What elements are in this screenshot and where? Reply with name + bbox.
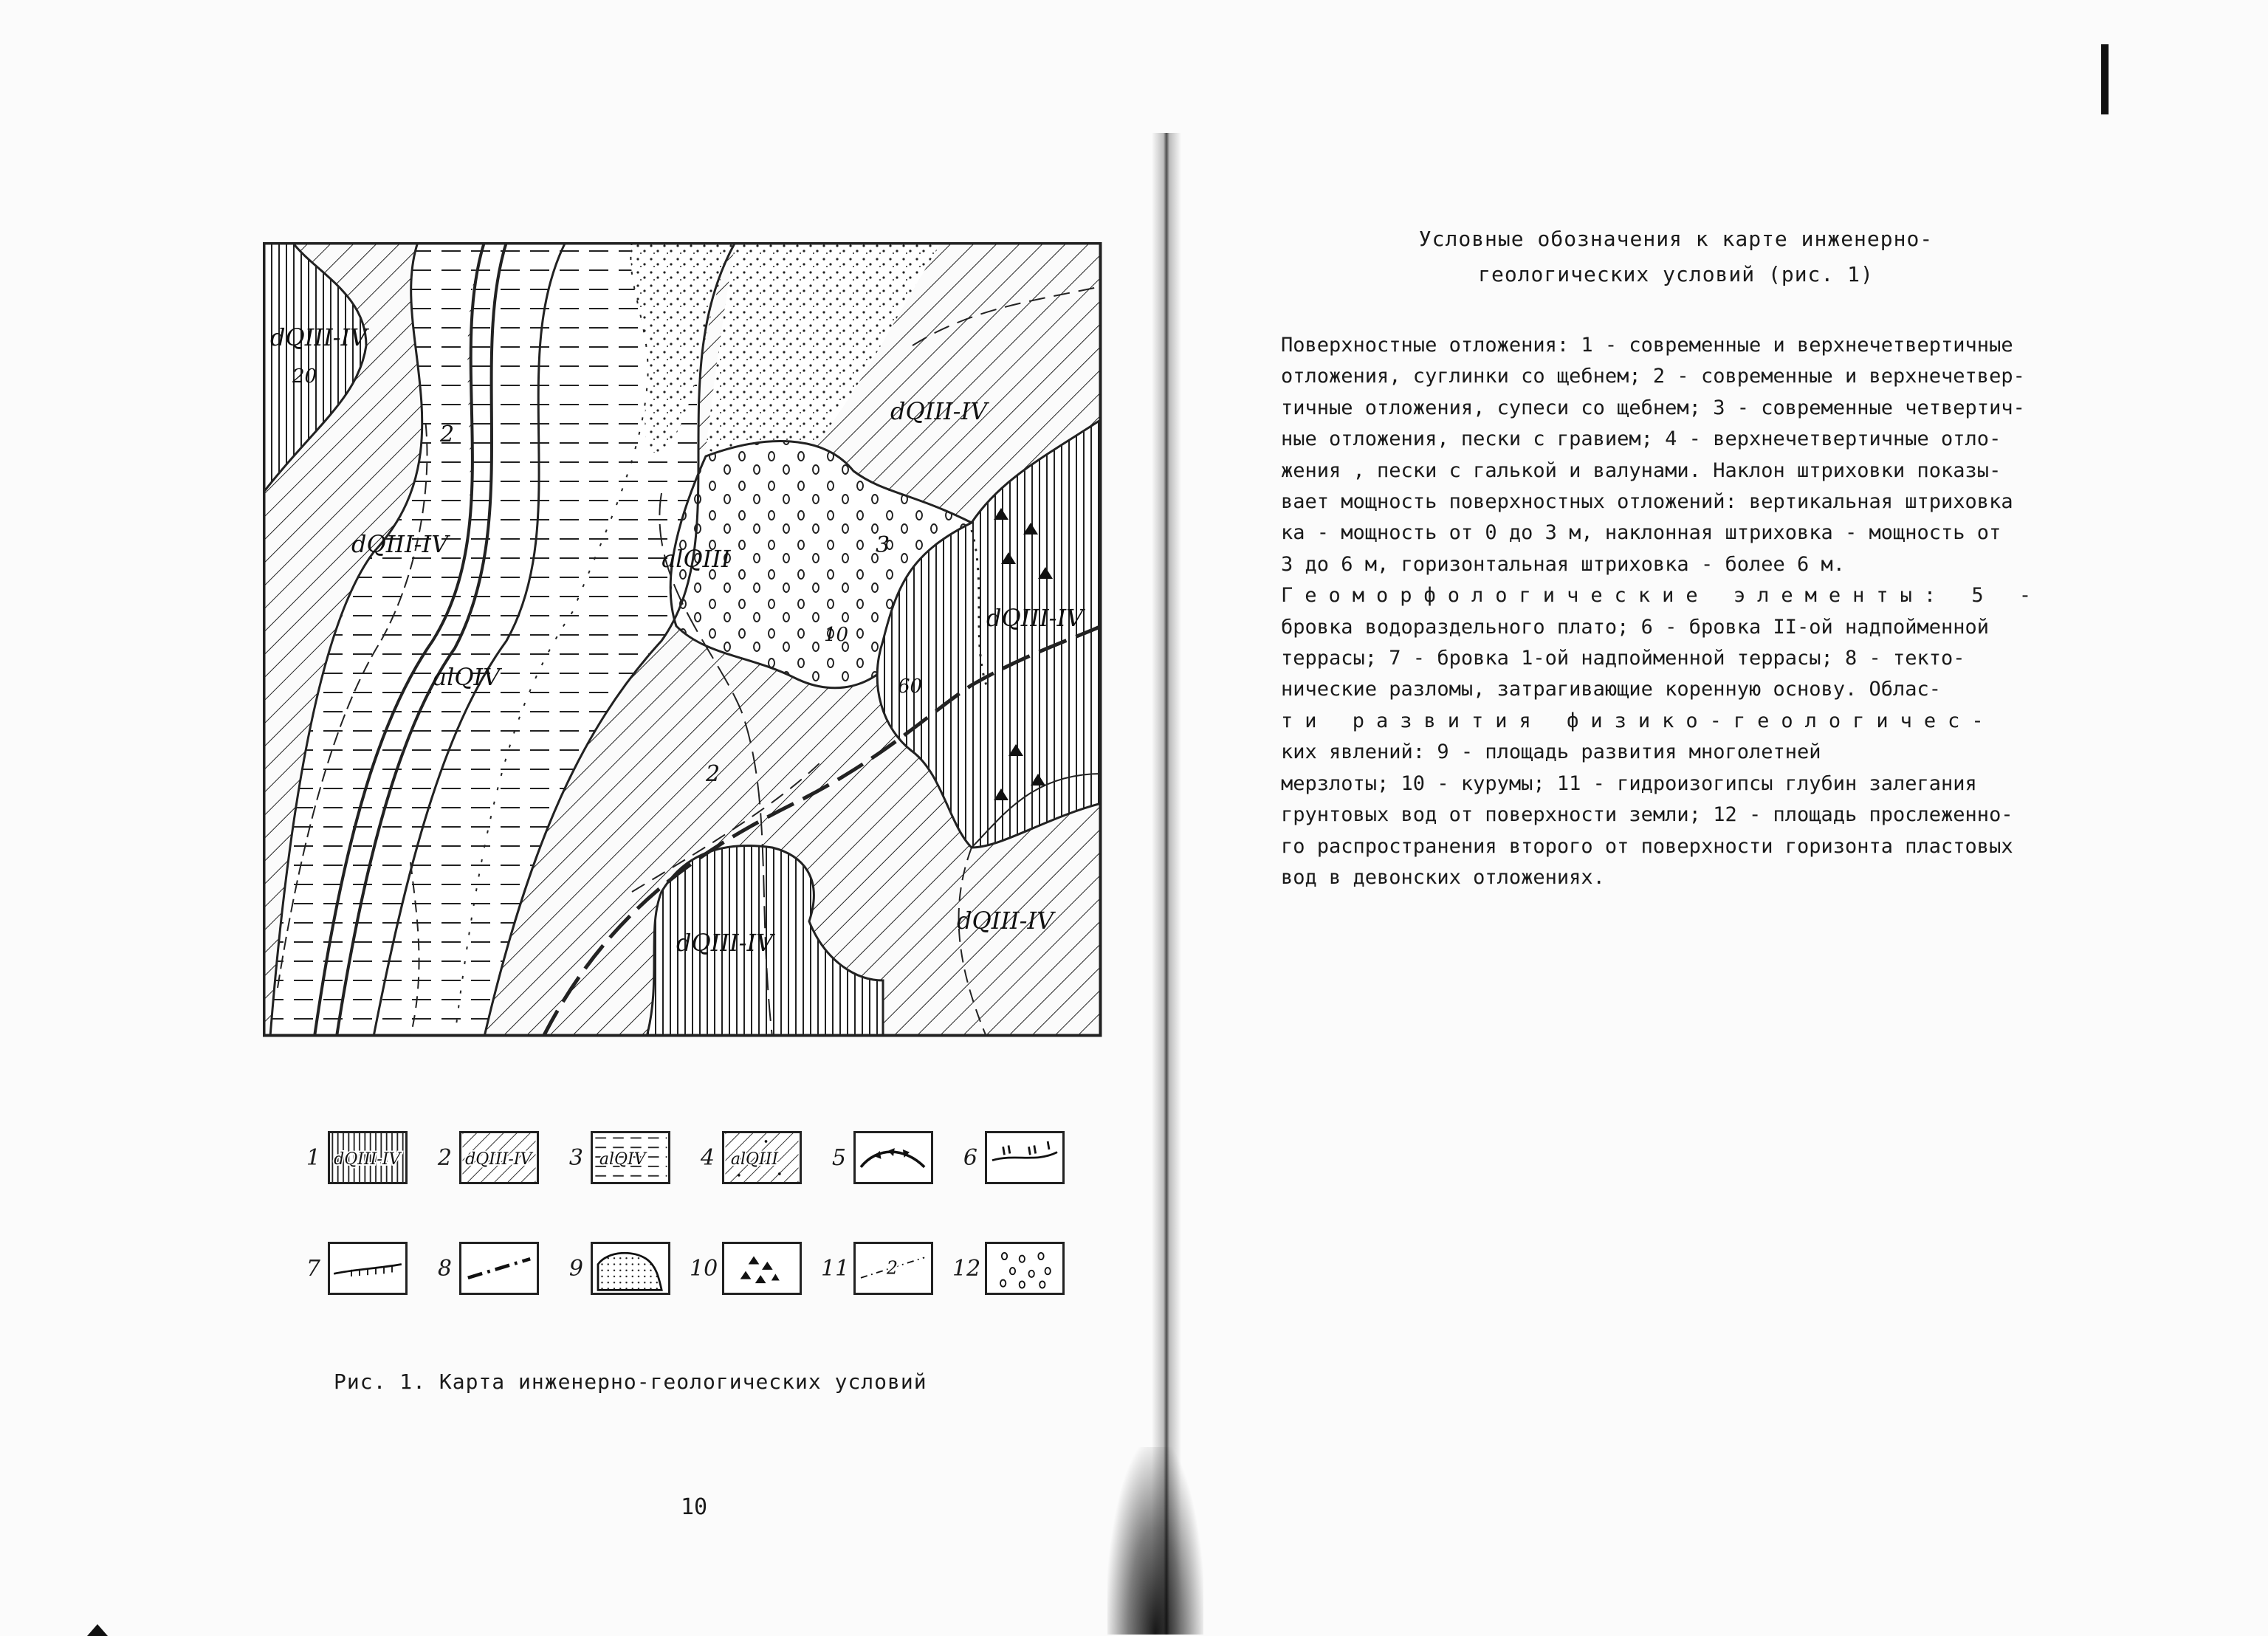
scan-binding-shadow — [1152, 133, 1181, 1635]
figure-caption: Рис. 1. Карта инженерно-геологических условий — [334, 1369, 927, 1394]
text-line: террасы; 7 - бровка 1-ой надпойменной террасы; 8 - текто- — [1281, 647, 1965, 670]
legend-number: 10 — [690, 1255, 718, 1282]
text-line: нические разломы, затрагивающие коренную основу. Облас- — [1281, 678, 1942, 701]
text-line: жения , пески с галькой и валунами. Наклон штриховки показы- — [1281, 458, 2001, 482]
text-line: ные отложения, пески с гравием; 4 - верхнечетвертичные отло- — [1281, 427, 2001, 451]
text-line: вает мощность поверхностных отложений: вертикальная штриховка — [1281, 490, 2013, 514]
map-label-right-block-number: 60 — [898, 676, 923, 698]
text-line: го распространения второго от поверхности горизонта пластовых — [1281, 834, 2013, 858]
legend-number: 8 — [437, 1255, 452, 1282]
legend-number: 3 — [568, 1144, 583, 1171]
text-line: тичные отложения, супеси со щебнем; 3 - современные четвертич- — [1281, 396, 2025, 419]
legend-number: 5 — [831, 1144, 846, 1171]
legend-swatch-aquifer — [985, 1242, 1065, 1295]
legend-swatch-terrace-2-edge — [985, 1131, 1065, 1184]
text-line: ти развития физико-геологичес- — [1281, 709, 1996, 732]
legend-swatch-diagonal-dots — [722, 1131, 802, 1184]
text-line: Поверхностные отложения: 1 - современные и верхнечетвертичные — [1281, 334, 2013, 357]
legend-swatch-plateau-edge — [853, 1131, 933, 1184]
legend-item-4 — [690, 1131, 802, 1184]
legend-number: 4 — [700, 1144, 715, 1171]
legend-swatch-terrace-1-edge — [328, 1242, 408, 1295]
legend-swatch-kurums — [722, 1242, 802, 1295]
map-label-bottom-right: dQIII-IV — [957, 907, 1054, 935]
legend-item-8 — [427, 1242, 539, 1295]
text-line: 3 до 6 м, горизонтальная штриховка - более 6 м. — [1281, 552, 1846, 576]
map-label-top-left: dQIII-IV — [270, 323, 368, 351]
text-line: вод в девонских отложениях. — [1281, 865, 1605, 889]
legend-swatch-permafrost — [591, 1242, 670, 1295]
map-number-2-top: 2 — [440, 422, 455, 447]
map-number-10: 10 — [824, 624, 849, 646]
map-label-right-block: dQIII-IV — [986, 604, 1084, 632]
legend-swatch-label: alQIII — [730, 1150, 779, 1169]
legend-item-3 — [558, 1131, 670, 1184]
legend-number: 7 — [306, 1255, 320, 1282]
page-number: 10 — [681, 1494, 708, 1520]
legend-item-9 — [558, 1242, 670, 1295]
text-line: грунтовых вод от поверхности земли; 12 - площадь прослеженно- — [1281, 803, 2013, 827]
legend-item-6 — [952, 1131, 1065, 1184]
map-label-bottom-center: dQIII-IV — [676, 929, 774, 957]
map-number-3: 3 — [876, 532, 890, 558]
legend-swatch-label: dQIII-IV — [334, 1150, 401, 1169]
text-line: отложения, суглинки со щебнем; 2 - современные и верхнечетвер- — [1281, 365, 2025, 388]
legend-item-2 — [427, 1131, 539, 1184]
legend-item-7 — [295, 1242, 408, 1295]
legend-item-11 — [821, 1242, 933, 1295]
legend-title-line-1: Условные обозначения к карте инженерно- — [1418, 227, 1934, 251]
legend-swatch-diagonal-hatch — [459, 1131, 539, 1184]
map-label-stream: alQIV — [433, 663, 501, 691]
map-number-2-bottom: 2 — [706, 761, 721, 787]
legend-item-10 — [690, 1242, 802, 1295]
text-line: ких явлений: 9 - площадь развития многолетней — [1281, 740, 1821, 764]
legend-swatch-horizontal-hatch — [591, 1131, 670, 1184]
legend-swatch-vertical-hatch — [328, 1131, 408, 1184]
map-label-upper-right: dQIII-IV — [890, 397, 988, 425]
text-line: бровка водораздельного плато; 6 - бровка II-ой надпойменной — [1281, 615, 1990, 639]
scan-mark — [2101, 44, 2109, 114]
legend-number: 2 — [437, 1144, 452, 1171]
text-line: Геоморфологические элементы: 5 - — [1281, 584, 2044, 608]
legend-item-12 — [952, 1242, 1065, 1295]
map-label-center-left: dQIII-IV — [351, 530, 449, 558]
legend-swatch-hydroisohypse — [853, 1242, 933, 1295]
legend-number: 1 — [306, 1144, 320, 1171]
scan-binding-shadow-bottom — [1107, 1447, 1203, 1635]
map-label-terrace: alQIII — [662, 545, 731, 573]
legend-swatch-label: 2 — [886, 1257, 898, 1279]
legend-number: 6 — [963, 1144, 977, 1171]
legend-number: 11 — [821, 1255, 850, 1282]
legend-description — [1281, 330, 2137, 893]
geological-map — [263, 242, 1104, 1039]
legend-title-line-2: геологических условий (рис. 1) — [1478, 262, 1874, 286]
legend-title — [1381, 221, 1971, 292]
legend-item-1 — [295, 1131, 408, 1184]
legend-number: 12 — [952, 1255, 981, 1282]
text-line: мерзлоты; 10 - курумы; 11 - гидроизогипсы глубин залегания — [1281, 771, 1977, 795]
legend-item-5 — [821, 1131, 933, 1184]
legend-swatch-label: dQIII-IV — [465, 1150, 532, 1169]
legend-swatch-fault — [459, 1242, 539, 1295]
legend-swatch-label: alQIV — [599, 1150, 646, 1169]
map-label-top-left-number: 20 — [292, 365, 317, 388]
legend-number: 9 — [568, 1255, 583, 1282]
text-line: ка - мощность от 0 до 3 м, наклонная штриховка - мощность от — [1281, 521, 2001, 545]
